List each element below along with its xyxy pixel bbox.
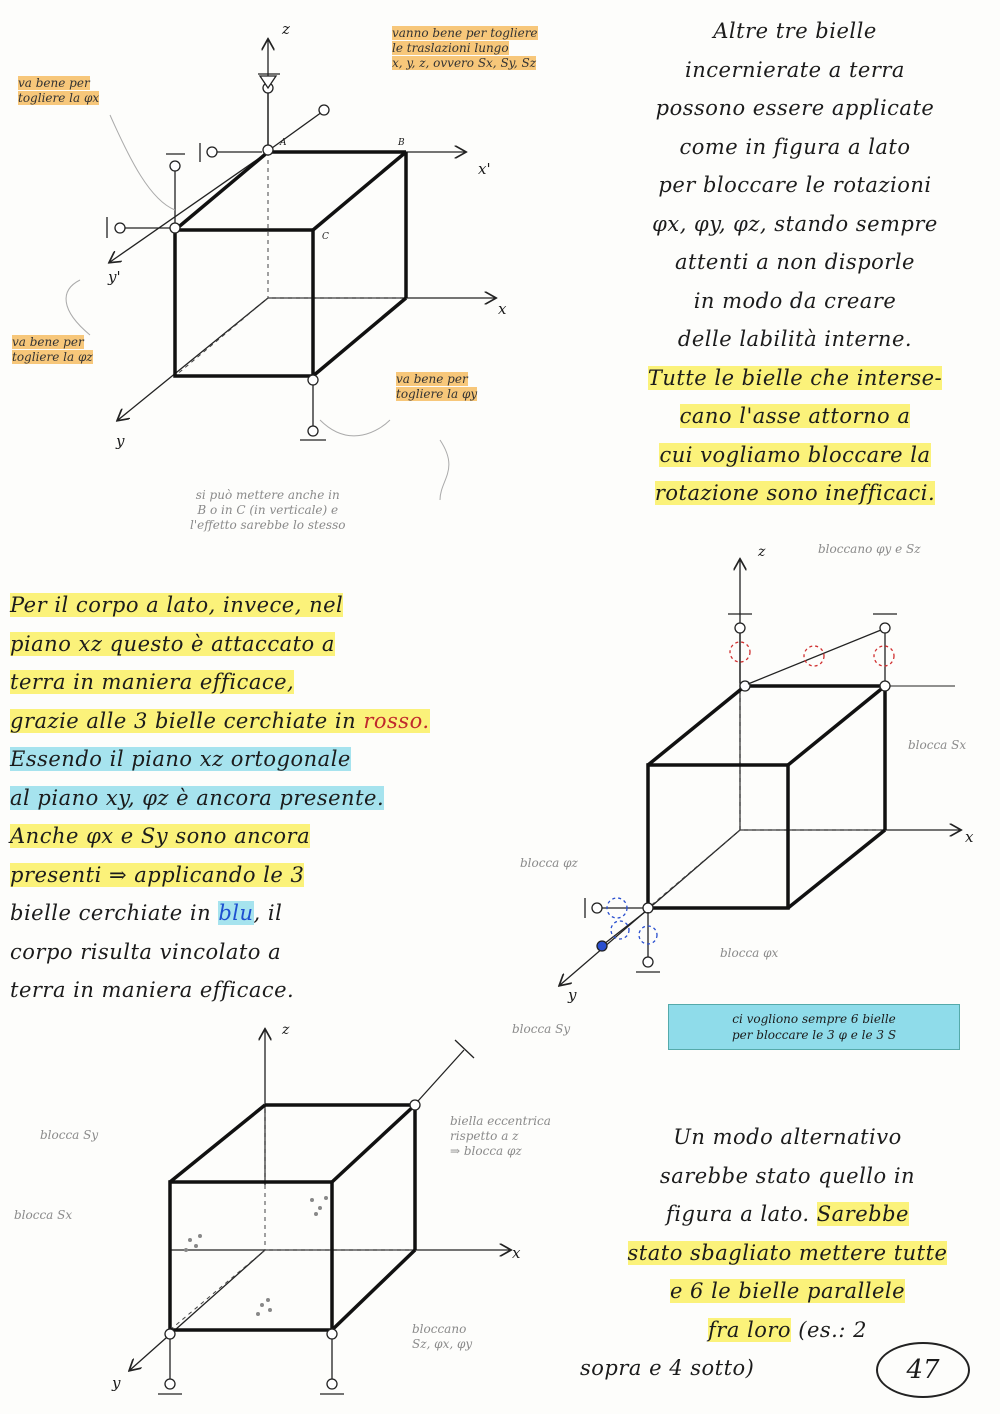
- fig3-label-z: z: [282, 1022, 290, 1038]
- para1-line-1: Altre tre bielle: [713, 19, 877, 43]
- fig1-pencil-note: [190, 488, 345, 533]
- para2-line-7: Anche φx e Sy sono ancora: [10, 824, 311, 848]
- fig2-note-top: bloccano φy e Sz: [818, 542, 921, 556]
- fig1-label-y1: y': [108, 268, 121, 286]
- para3-line-6: fra loro: [708, 1317, 792, 1342]
- para2-line-6: al piano xy, φz è ancora presente.: [10, 785, 385, 810]
- para1-line-3: possono essere applicate: [655, 96, 935, 120]
- paragraph-rotations: [595, 12, 995, 513]
- fig1-axis-y1: [110, 152, 268, 262]
- fig3-note-eccentric-line2: rispetto a z: [450, 1129, 519, 1143]
- para2-word-blu: blu: [218, 901, 254, 925]
- para1-line-7: attenti a non disporle: [675, 250, 915, 274]
- para2-line-2: piano xz questo è attaccato a: [10, 631, 335, 656]
- para1-line-5: per bloccare le rotazioni: [658, 173, 932, 197]
- para1-line-2: incernierate a terra: [685, 57, 905, 82]
- fig1-note-phix-line1: va bene per: [18, 76, 90, 90]
- fig3-label-x: x: [512, 1244, 521, 1262]
- fig1-note-translations: [392, 26, 538, 71]
- para1-line-10: Tutte le bielle che interse-: [647, 365, 943, 390]
- fig1-note-phiz: [12, 335, 93, 365]
- para2-line-4: grazie alle 3 bielle cerchiate in: [10, 708, 357, 733]
- para2-line-9-end: , il: [253, 901, 283, 925]
- para3-line-3: figura a lato.: [666, 1202, 810, 1226]
- fig1-point-b: B: [398, 138, 405, 148]
- six-bars-note-line2: per bloccare le 3 φ e le 3 S: [731, 1028, 897, 1042]
- fig1-note-phiy-line2: togliere la φy: [396, 387, 478, 401]
- fig1-point-a: A: [280, 138, 287, 148]
- para2-line-10: corpo risulta vincolato a: [10, 939, 282, 964]
- fig1-axis-y: [118, 298, 268, 420]
- para3-line-1: Un modo alternativo: [673, 1125, 902, 1149]
- fig3-note-sx: blocca Sx: [14, 1208, 73, 1222]
- six-bars-note-line1: ci vogliono sempre 6 bielle: [732, 1012, 896, 1026]
- para2-line-3: terra in maniera efficace,: [10, 670, 295, 694]
- fig3-note-bottom: [412, 1322, 472, 1352]
- para1-line-4: come in figura a lato: [679, 134, 911, 159]
- fig3-note-eccentric-line1: biella eccentrica: [450, 1114, 551, 1128]
- fig1-note-translations-line1: vanno bene per togliere: [392, 26, 538, 40]
- fig3-stipple: [184, 1196, 328, 1316]
- para3-line-7: sopra e 4 sotto): [580, 1356, 755, 1380]
- fig1-note-phiy-line1: va bene per: [396, 372, 468, 386]
- fig3-note-bottom-line2: Sz, φx, φy: [412, 1337, 473, 1351]
- paragraph-xz-plane: [10, 586, 570, 1010]
- para3-line-3-hl: Sarebbe: [816, 1202, 909, 1226]
- fig2-red-circles: [730, 642, 894, 666]
- page-number: 47: [876, 1342, 970, 1398]
- fig1-note-phix: [18, 76, 99, 106]
- fig1-note-phix-line2: togliere la φx: [18, 91, 100, 105]
- fig1-note-phiz-line2: togliere la φz: [12, 350, 93, 364]
- fig2-note-phiz: blocca φz: [520, 856, 578, 870]
- fig2-label-x: x: [965, 828, 974, 846]
- fig2-label-y: y: [568, 986, 577, 1004]
- fig1-note-translations-line3: x, y, z, ovvero Sx, Sy, Sz: [392, 56, 537, 70]
- fig3-cube: [170, 1105, 415, 1330]
- figure-2: [560, 560, 960, 985]
- fig1-label-z: z: [282, 20, 290, 38]
- para1-line-13: rotazione sono inefficaci.: [654, 481, 936, 505]
- fig3-note-eccentric: [450, 1114, 551, 1159]
- para1-line-11: cano l'asse attorno a: [679, 404, 911, 428]
- fig2-label-z: z: [758, 544, 766, 560]
- fig3-note-eccentric-line3: ⇒ blocca φz: [450, 1144, 522, 1158]
- para3-line-5: e 6 le bielle parallele: [669, 1279, 906, 1303]
- fig2-note-phix: blocca φx: [720, 946, 779, 960]
- fig1-note-phiz-line1: va bene per: [12, 335, 84, 349]
- fig1-point-c: C: [322, 232, 329, 242]
- para2-line-11: terra in maniera efficace.: [10, 978, 295, 1002]
- fig3-note-bottom-line1: bloccano: [412, 1322, 467, 1336]
- fig3-label-y: y: [112, 1374, 121, 1392]
- fig2-supports: [585, 614, 897, 972]
- para1-line-6: φx, φy, φz, stando sempre: [652, 211, 938, 236]
- para2-line-8: presenti ⇒ applicando le 3: [10, 862, 305, 887]
- para1-line-8: in modo da creare: [693, 288, 897, 313]
- fig1-note-translations-line2: le traslazioni lungo: [392, 41, 509, 55]
- fig2-note-sy: blocca Sy: [512, 1022, 571, 1036]
- six-bars-note-box: [668, 1004, 960, 1050]
- fig1-cube: [175, 152, 406, 376]
- fig1-note-phiy: [396, 372, 477, 402]
- para3-line-4: stato sbagliato mettere tutte: [627, 1240, 948, 1265]
- fig1-pencil-note-line3: l'effetto sarebbe lo stesso: [190, 518, 346, 532]
- fig3-note-sy: blocca Sy: [40, 1128, 99, 1142]
- fig1-label-y: y: [116, 432, 125, 450]
- para3-line-6-end: (es.: 2: [798, 1317, 867, 1342]
- fig1-label-x: x: [498, 300, 507, 318]
- fig2-cube: [648, 686, 885, 908]
- fig3-axis-y: [130, 1250, 265, 1370]
- para2-word-rosso: rosso.: [363, 708, 430, 733]
- para1-line-9: delle labilità interne.: [677, 327, 913, 351]
- fig1-pencil-note-line2: B o in C (in verticale) e: [197, 503, 339, 517]
- fig1-supports: [107, 74, 329, 440]
- para3-line-2: sarebbe stato quello in: [659, 1163, 916, 1188]
- fig1-pencil-note-line1: si può mettere anche in: [195, 488, 340, 502]
- para1-line-12: cui vogliamo bloccare la: [659, 442, 931, 467]
- para2-line-9: bielle cerchiate in: [10, 901, 212, 925]
- para2-line-1: Per il corpo a lato, invece, nel: [10, 593, 344, 617]
- para2-line-5: Essendo il piano xz ortogonale: [10, 747, 351, 771]
- fig2-note-sx: blocca Sx: [908, 738, 967, 752]
- fig1-label-x1: x': [478, 160, 491, 178]
